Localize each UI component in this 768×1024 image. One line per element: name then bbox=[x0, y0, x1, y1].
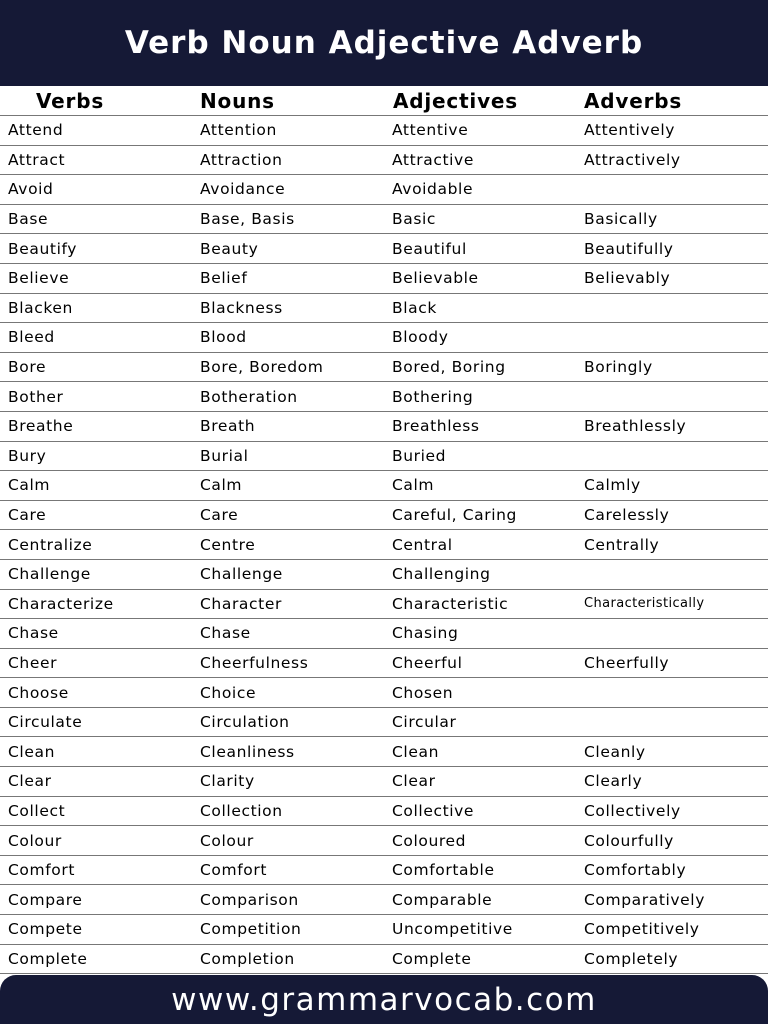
cell-adjective: Complete bbox=[392, 949, 472, 968]
table-row bbox=[0, 530, 768, 560]
cell-adjective: Basic bbox=[392, 210, 437, 229]
table-row bbox=[0, 590, 768, 620]
cell-noun: Centre bbox=[200, 535, 256, 554]
table-row bbox=[0, 442, 768, 472]
table-header-row bbox=[0, 86, 768, 116]
title-banner bbox=[0, 0, 768, 86]
cell-noun: Comfort bbox=[200, 861, 267, 880]
cell-adverb: Cheerfully bbox=[584, 653, 670, 672]
cell-noun: Blood bbox=[200, 328, 247, 347]
cell-adjective: Clean bbox=[392, 742, 439, 761]
table-row bbox=[0, 560, 768, 590]
cell-adverb: Centrally bbox=[584, 535, 660, 554]
cell-verb: Centralize bbox=[8, 535, 93, 554]
website-url: www.grammarvocab.com bbox=[171, 981, 597, 1018]
cell-adverb: Comparatively bbox=[584, 890, 705, 909]
column-header-nouns: Nouns bbox=[200, 88, 275, 113]
cell-verb: Clean bbox=[8, 742, 55, 761]
cell-noun: Collection bbox=[200, 801, 283, 820]
cell-verb: Bother bbox=[8, 387, 64, 406]
cell-verb: Bury bbox=[8, 446, 47, 465]
table-row bbox=[0, 205, 768, 235]
cell-adjective: Avoidable bbox=[392, 180, 474, 199]
cell-adjective: Careful, Caring bbox=[392, 506, 517, 525]
cell-verb: Bleed bbox=[8, 328, 55, 347]
cell-adjective: Circular bbox=[392, 713, 457, 732]
cell-verb: Comfort bbox=[8, 861, 75, 880]
cell-verb: Calm bbox=[8, 476, 51, 495]
cell-noun: Challenge bbox=[200, 565, 283, 584]
cell-adverb: Attractively bbox=[584, 150, 681, 169]
table-row bbox=[0, 737, 768, 767]
word-forms-table bbox=[0, 86, 768, 974]
table-row bbox=[0, 175, 768, 205]
cell-noun: Comparison bbox=[200, 890, 299, 909]
cell-adjective: Believable bbox=[392, 269, 479, 288]
cell-noun: Botheration bbox=[200, 387, 298, 406]
table-row bbox=[0, 945, 768, 975]
cell-adjective: Attractive bbox=[392, 150, 474, 169]
cell-adjective: Calm bbox=[392, 476, 435, 495]
cell-noun: Clarity bbox=[200, 772, 255, 791]
cell-noun: Colour bbox=[200, 831, 254, 850]
cell-verb: Attend bbox=[8, 121, 64, 140]
table-row bbox=[0, 767, 768, 797]
cell-noun: Breath bbox=[200, 417, 256, 436]
cell-verb: Compete bbox=[8, 920, 83, 939]
table-row bbox=[0, 797, 768, 827]
table-row bbox=[0, 678, 768, 708]
cell-noun: Cheerfulness bbox=[200, 653, 309, 672]
cell-adjective: Characteristic bbox=[392, 594, 509, 613]
cell-verb: Base bbox=[8, 210, 49, 229]
cell-adverb: Attentively bbox=[584, 121, 676, 140]
cell-verb: Chase bbox=[8, 624, 59, 643]
cell-adjective: Challenging bbox=[392, 565, 491, 584]
cell-noun: Beauty bbox=[200, 239, 259, 258]
cell-verb: Collect bbox=[8, 801, 66, 820]
table-row bbox=[0, 382, 768, 412]
cell-noun: Attraction bbox=[200, 150, 283, 169]
cell-noun: Belief bbox=[200, 269, 248, 288]
table-row bbox=[0, 856, 768, 886]
cell-adverb: Believably bbox=[584, 269, 671, 288]
cell-noun: Burial bbox=[200, 446, 249, 465]
column-header-verbs: Verbs bbox=[36, 88, 105, 113]
cell-adjective: Collective bbox=[392, 801, 475, 820]
column-header-adjectives: Adjectives bbox=[393, 88, 518, 113]
table-row bbox=[0, 649, 768, 679]
cell-adjective: Bored, Boring bbox=[392, 358, 506, 377]
cell-noun: Avoidance bbox=[200, 180, 286, 199]
cell-adjective: Cheerful bbox=[392, 653, 463, 672]
cell-verb: Blacken bbox=[8, 298, 73, 317]
cell-adjective: Chosen bbox=[392, 683, 454, 702]
cell-adverb: Basically bbox=[584, 210, 658, 229]
cell-verb: Beautify bbox=[8, 239, 78, 258]
cell-adjective: Bothering bbox=[392, 387, 474, 406]
table-body bbox=[0, 116, 768, 974]
table-row bbox=[0, 471, 768, 501]
table-row bbox=[0, 264, 768, 294]
cell-noun: Attention bbox=[200, 121, 277, 140]
footer-banner bbox=[0, 975, 768, 1024]
table-row bbox=[0, 501, 768, 531]
table-row bbox=[0, 323, 768, 353]
cell-verb: Care bbox=[8, 506, 47, 525]
cell-noun: Circulation bbox=[200, 713, 290, 732]
cell-adverb: Comfortably bbox=[584, 861, 687, 880]
cell-adverb: Completely bbox=[584, 949, 679, 968]
cell-adjective: Buried bbox=[392, 446, 447, 465]
cell-verb: Believe bbox=[8, 269, 70, 288]
table-row bbox=[0, 353, 768, 383]
page-title: Verb Noun Adjective Adverb bbox=[124, 25, 644, 61]
cell-adjective: Attentive bbox=[392, 121, 469, 140]
table-row bbox=[0, 915, 768, 945]
cell-verb: Characterize bbox=[8, 594, 114, 613]
cell-adverb: Carelessly bbox=[584, 506, 670, 525]
cell-verb: Circulate bbox=[8, 713, 83, 732]
cell-noun: Chase bbox=[200, 624, 251, 643]
cell-noun: Cleanliness bbox=[200, 742, 295, 761]
cell-adjective: Breathless bbox=[392, 417, 480, 436]
cell-verb: Bore bbox=[8, 358, 47, 377]
cell-adjective: Chasing bbox=[392, 624, 459, 643]
table-row bbox=[0, 708, 768, 738]
cell-noun: Calm bbox=[200, 476, 243, 495]
cell-noun: Bore, Boredom bbox=[200, 358, 324, 377]
cell-adjective: Bloody bbox=[392, 328, 449, 347]
cell-adverb: Beautifully bbox=[584, 239, 674, 258]
cell-verb: Cheer bbox=[8, 653, 58, 672]
cell-adverb: Colourfully bbox=[584, 831, 674, 850]
column-header-adverbs: Adverbs bbox=[584, 88, 683, 113]
cell-verb: Clear bbox=[8, 772, 52, 791]
table-row bbox=[0, 826, 768, 856]
table-row bbox=[0, 294, 768, 324]
cell-adverb: Breathlessly bbox=[584, 417, 687, 436]
table-row bbox=[0, 146, 768, 176]
cell-verb: Breathe bbox=[8, 417, 74, 436]
cell-adjective: Comfortable bbox=[392, 861, 495, 880]
cell-adverb: Collectively bbox=[584, 801, 681, 820]
cell-adjective: Black bbox=[392, 298, 437, 317]
cell-adverb: Clearly bbox=[584, 772, 643, 791]
cell-noun: Completion bbox=[200, 949, 295, 968]
cell-adverb: Calmly bbox=[584, 476, 641, 495]
cell-noun: Character bbox=[200, 594, 282, 613]
cell-verb: Challenge bbox=[8, 565, 91, 584]
table-row bbox=[0, 234, 768, 264]
cell-adverb: Cleanly bbox=[584, 742, 646, 761]
cell-adverb: Competitively bbox=[584, 920, 700, 939]
cell-verb: Avoid bbox=[8, 180, 54, 199]
cell-noun: Base, Basis bbox=[200, 210, 295, 229]
cell-verb: Colour bbox=[8, 831, 62, 850]
cell-adjective: Uncompetitive bbox=[392, 920, 513, 939]
cell-noun: Blackness bbox=[200, 298, 283, 317]
table-row bbox=[0, 619, 768, 649]
cell-adjective: Coloured bbox=[392, 831, 467, 850]
cell-verb: Attract bbox=[8, 150, 66, 169]
cell-noun: Choice bbox=[200, 683, 257, 702]
cell-adjective: Central bbox=[392, 535, 453, 554]
cell-adjective: Comparable bbox=[392, 890, 493, 909]
cell-verb: Complete bbox=[8, 949, 88, 968]
table-row bbox=[0, 412, 768, 442]
cell-verb: Choose bbox=[8, 683, 69, 702]
cell-adjective: Beautiful bbox=[392, 239, 467, 258]
cell-noun: Competition bbox=[200, 920, 302, 939]
cell-verb: Compare bbox=[8, 890, 83, 909]
cell-adjective: Clear bbox=[392, 772, 436, 791]
cell-noun: Care bbox=[200, 506, 239, 525]
cell-adverb: Boringly bbox=[584, 358, 653, 377]
table-row bbox=[0, 116, 768, 146]
cell-adverb: Characteristically bbox=[584, 596, 705, 612]
table-row bbox=[0, 885, 768, 915]
